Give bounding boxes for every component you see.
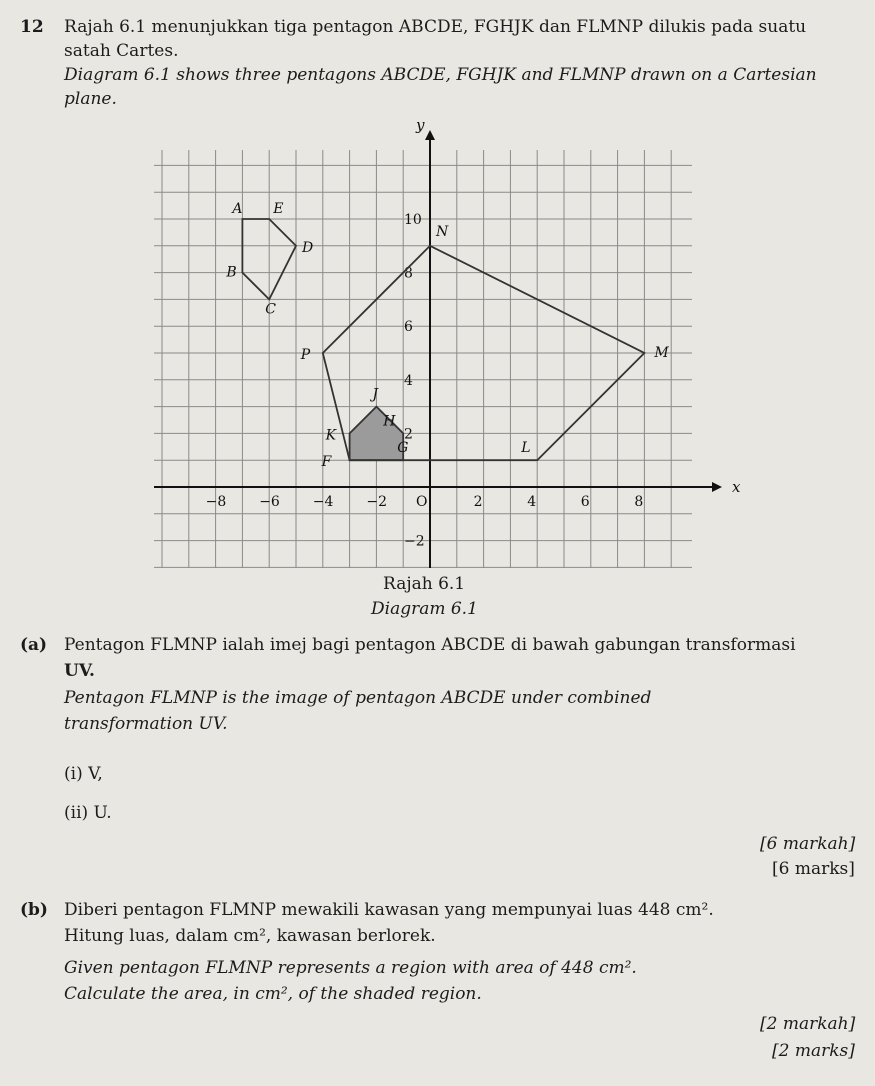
x-tick-label: 4 (527, 494, 537, 510)
vertex-label-p: P (300, 347, 311, 363)
intro-malay-line-2: satah Cartes. (64, 41, 179, 61)
intro-english-line-2: plane. (64, 89, 117, 109)
x-tick-label: −8 (205, 494, 227, 510)
y-axis-label: y (416, 120, 425, 134)
part-a-label: (a) (20, 635, 48, 655)
x-axis-label: x (732, 478, 740, 496)
vertex-label-f: F (321, 454, 332, 471)
y-tick-label: 10 (404, 212, 422, 228)
part-b-marks-malay: [2 markah] (760, 1014, 856, 1034)
intro-english-line-1: Diagram 6.1 shows three pentagons ABCDE, FGHJK and FLMNP drawn on a Cartesian (64, 65, 817, 85)
y-tick-label: 4 (404, 372, 413, 389)
part-a-malay-line-2: UV. (64, 661, 95, 681)
part-a-subquestion-i: (i) V, (64, 764, 103, 784)
x-tick-label: −2 (366, 494, 388, 510)
part-b-english-line-2: Calculate the area, in cm², of the shaded region. (64, 984, 482, 1004)
part-a-english-line-1: Pentagon FLMNP is the image of pentagon ABCDE under combined (64, 688, 652, 708)
part-a-marks-malay: [6 markah] (760, 834, 856, 854)
y-tick-label: 8 (404, 265, 413, 282)
diagram-caption-english: Diagram 6.1 (371, 599, 478, 619)
part-a-english-line-2: transformation UV. (64, 714, 228, 734)
y-axis-arrow-icon (425, 130, 435, 140)
part-b-marks-english: [2 marks] (772, 1041, 855, 1061)
y-tick-label: 2 (404, 426, 413, 443)
vertex-label-a: A (232, 201, 243, 217)
x-tick-label: 8 (634, 494, 644, 510)
vertex-label-m: M (654, 345, 669, 361)
vertex-label-l: L (521, 440, 531, 457)
x-tick-label: 2 (473, 494, 483, 510)
vertex-label-b: B (226, 264, 237, 281)
x-axis-arrow-icon (712, 482, 722, 492)
cartesian-diagram (140, 120, 740, 590)
vertex-label-c: C (265, 301, 276, 318)
cartesian-plane-svg (140, 120, 740, 590)
part-b-english-line-1: Given pentagon FLMNP represents a region with area of 448 cm². (64, 958, 637, 978)
part-a-malay-line-1: Pentagon FLMNP ialah imej bagi pentagon ABCDE di bawah gabungan transformasi (64, 635, 796, 655)
x-tick-label: −6 (259, 494, 280, 510)
question-number: 12 (20, 17, 44, 37)
part-b-malay-line-2: Hitung luas, dalam cm², kawasan berlorek. (64, 926, 436, 946)
vertex-label-d: D (302, 239, 314, 256)
vertex-label-n: N (436, 223, 449, 240)
x-tick-label: 6 (580, 494, 590, 510)
diagram-caption-malay: Rajah 6.1 (383, 574, 466, 594)
intro-malay-line-1: Rajah 6.1 menunjukkan tiga pentagon ABCDE, FGHJK dan FLMNP dilukis pada suatu (64, 17, 807, 37)
y-tick-label: −2 (404, 533, 425, 550)
vertex-label-e: E (273, 201, 284, 217)
part-a-marks-english: [6 marks] (772, 859, 855, 879)
part-a-subquestion-ii: (ii) U. (64, 803, 112, 823)
part-b-malay-line-1: Diberi pentagon FLMNP mewakili kawasan yang mempunyai luas 448 cm². (64, 900, 714, 920)
y-tick-label: 6 (404, 319, 413, 336)
vertex-label-h: H (383, 413, 396, 430)
vertex-label-g: G (397, 440, 409, 457)
x-tick-label: O (416, 494, 428, 510)
part-b-label: (b) (20, 900, 48, 920)
x-tick-label: −4 (312, 494, 334, 510)
vertex-label-j: J (372, 386, 379, 403)
vertex-label-k: K (325, 427, 337, 444)
